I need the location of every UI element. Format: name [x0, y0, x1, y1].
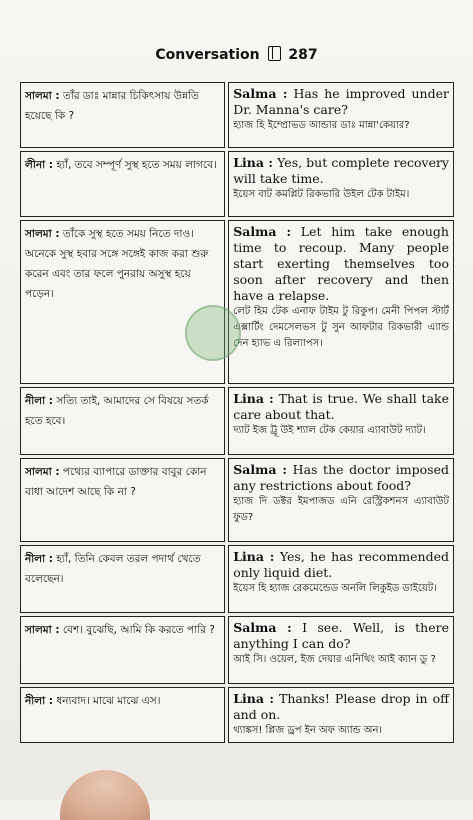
table-row: [20, 545, 454, 613]
english-cell: Salma : I see. Well, is there anything I can do? আই সি। ওয়েল, ইজ দেয়ার এনিথিং আই ক্যান ডু ?: [228, 616, 454, 684]
english-cell: Lina : That is true. We shall take care about that. দ্যাট ইজ ট্রূ উই শ্যাল টেক কেয়ার এ্যাবাউট দ্যাট।: [228, 387, 454, 455]
table-row: [20, 687, 454, 743]
table-row: [20, 82, 454, 148]
table-row: [20, 616, 454, 684]
bengali-cell: সালমা : তাঁকে সুস্থ হতে সময় নিতে দাও। অনেকে সুস্থ হবার সঙ্গে সঙ্গেই কাজ করা শুরু করেন এবং তার ফলে পুনরায় অসুস্থ হয়ে পড়েন।: [20, 220, 225, 384]
bengali-cell: নীলা : ধন্যবাদ। মাঝে মাঝে এস।: [20, 687, 225, 743]
page-number: 287: [288, 47, 318, 63]
english-cell: Lina : Thanks! Please drop in off and on. থ্যাঙ্কস! প্লিজ ড্রপ ইন অফ অ্যান্ড অন।: [228, 687, 454, 743]
bengali-cell: নীলা : হ্যাঁ, তিনি কেবল তরল পদার্থ খেতে বলেছেন।: [20, 545, 225, 613]
english-cell: Lina : Yes, he has recommended only liquid diet. ইয়েস হি হ্যাজ রেকমেন্ডেড অনলি লিকুইড ডাইয়েট।: [228, 545, 454, 613]
bengali-cell: লীনা : হ্যাঁ, তবে সম্পূর্ণ সুস্থ হতে সময় লাগবে।: [20, 151, 225, 217]
bengali-cell: নীলা : সত্যি তাই, আমাদের সে বিষয়ে সতর্ক হতে হবে।: [20, 387, 225, 455]
bengali-cell: সালমা : পথ্যের ব্যাপারে ডাক্তার বাবুর কোন বাধা আদেশ আছে কি না ?: [20, 458, 225, 542]
watermark-logo: [185, 305, 241, 361]
thumb-image: [60, 770, 150, 820]
table-row: [20, 387, 454, 455]
book-icon: [268, 46, 281, 61]
table-row: [20, 151, 454, 217]
header-title: Conversation: [155, 47, 260, 63]
page-header: [0, 46, 473, 63]
conversation-table: [17, 79, 457, 746]
english-cell: Salma : Has the doctor imposed any restrictions about food? হ্যাজ দি ডক্টর ইমপাজড এনি রেস্ট্রিকশনস এ্যাবাউট ফুড?: [228, 458, 454, 542]
table-row: [20, 220, 454, 384]
english-cell: Lina : Yes, but complete recovery will take time. ইয়েস বাট কমপ্লিট রিকভারি উইল টেক টাইম।: [228, 151, 454, 217]
english-cell: Salma : Has he improved under Dr. Manna's care? হ্যাজ হি ইম্প্রোভড আন্ডার ডাঃ মান্না'কেয়ার?: [228, 82, 454, 148]
table-row: [20, 458, 454, 542]
bengali-cell: সালমা : বেশ। বুঝেছি, আমি কি করতে পারি ?: [20, 616, 225, 684]
english-cell: Salma : Let him take enough time to recoup. Many people start exerting themselves too soon after recovery and then have a relapse. লেট হিম টেক এনাফ টাইম টু রিকুপ। মেনী পিপল স্টার্ট এক্সার্টিং দেমসেলভস টু সুন আফটার রিকভারী এ্যান্ড দেন হ্যাভ এ রিল্যাপস।: [228, 220, 454, 384]
bengali-cell: সালমা : তাঁর ডাঃ মান্নার চিকিৎসায় উন্নতি হয়েছে কি ?: [20, 82, 225, 148]
